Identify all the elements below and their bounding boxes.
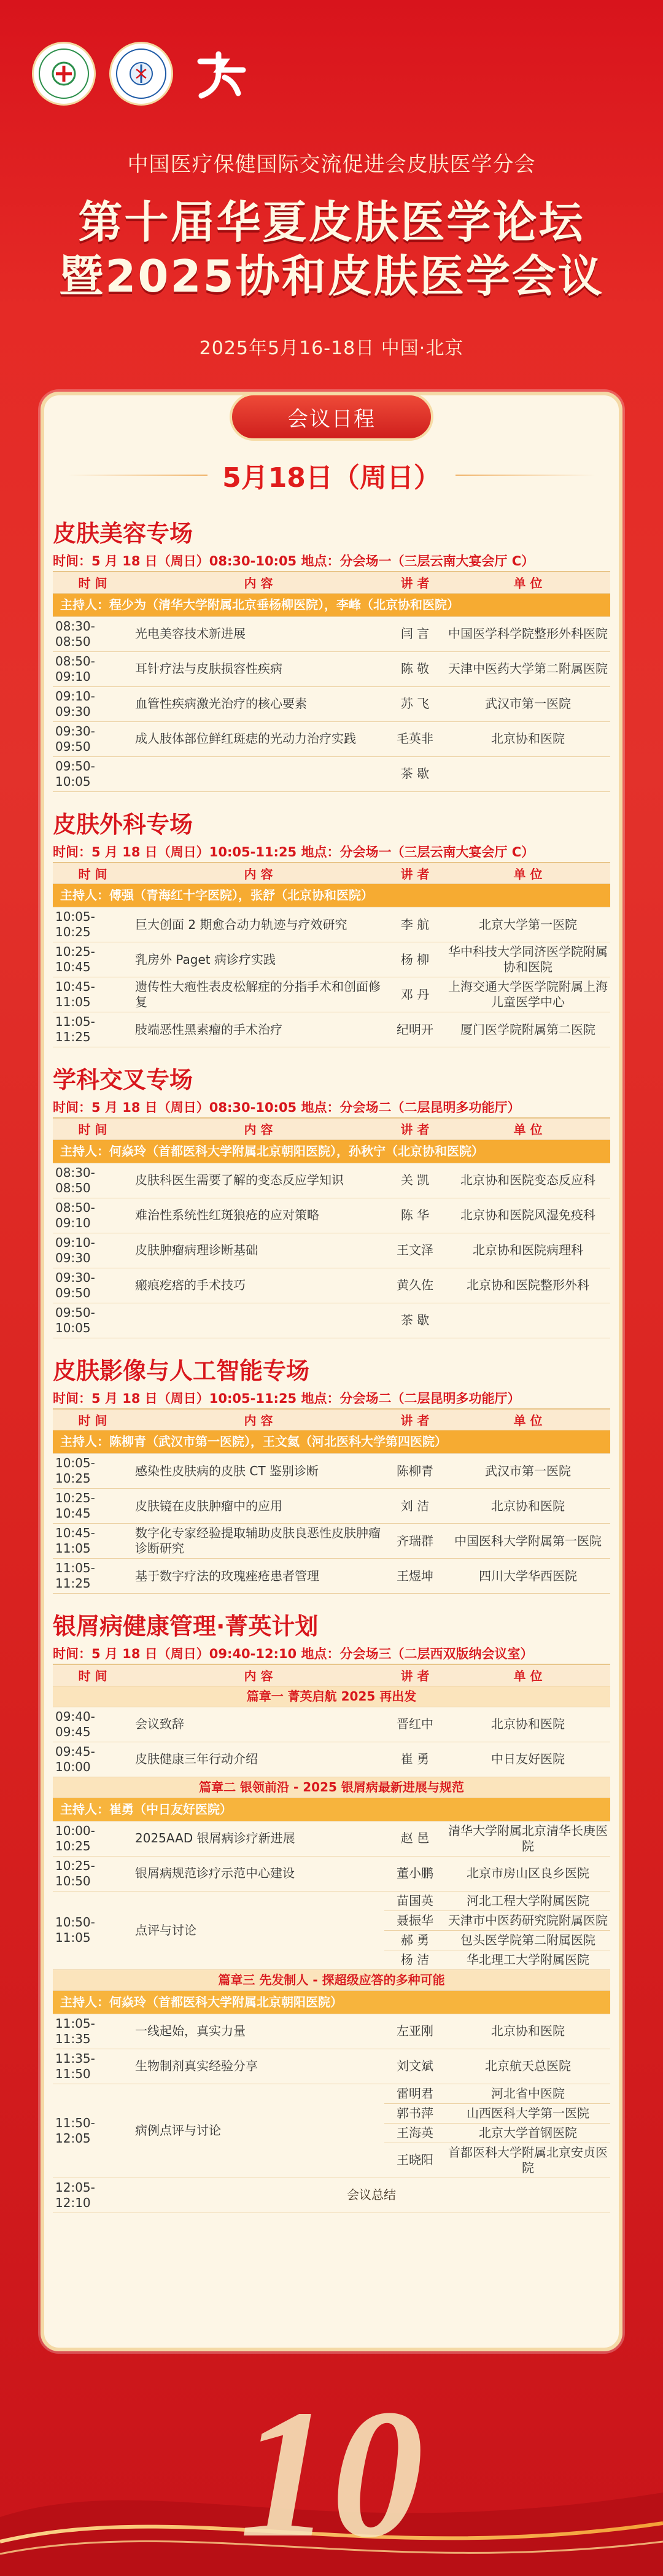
- row-content: 生物制剂真实经验分享: [133, 2049, 384, 2084]
- row-content: 数字化专家经验提取辅助皮肤良恶性皮肤肿瘤诊断研究: [133, 1524, 384, 1559]
- row-speaker: 茶 歇: [384, 1303, 446, 1338]
- table-row: [53, 1559, 610, 1594]
- part-row: [53, 1969, 610, 1990]
- pumch-logo-icon: [187, 42, 250, 106]
- row-content: 难治性系统性红斑狼疮的应对策略: [133, 1198, 384, 1233]
- row-content: 血管性疾病激光治疗的核心要素: [133, 686, 384, 721]
- row-unit: 中国医科大学附属第一医院: [446, 1524, 610, 1559]
- row-unit: 清华大学附属北京清华长庚医院: [446, 1821, 610, 1856]
- host-row-text: 主持人：何焱玲（首都医科大学附属北京朝阳医院）: [53, 1990, 610, 2014]
- row-content: 银屑病规范诊疗示范中心建设: [133, 1856, 384, 1891]
- row-content: 基于数字疗法的玫瑰痤疮患者管理: [133, 1559, 384, 1594]
- session-meta: 时间：5 月 18 日（周日）09:40-12:10 地点：分会场三（二层西双版纳会议室）: [53, 1643, 610, 1665]
- host-row: [53, 1430, 610, 1454]
- row-unit: 天津中医药大学第二附属医院: [446, 651, 610, 686]
- table-row: [53, 1303, 610, 1338]
- session-meta: 时间：5 月 18 日（周日）08:30-10:05 地点：分会场二（二层昆明多功能厅）: [53, 1096, 610, 1119]
- row-time: 09:50-10:05: [53, 1303, 133, 1338]
- row-content: 感染性皮肤病的皮肤 CT 鉴别诊断: [133, 1454, 384, 1489]
- page-title-line1: 第十届华夏皮肤医学论坛: [78, 196, 585, 248]
- col-time-header: 时 间: [53, 1410, 133, 1430]
- col-content-header: 内 容: [133, 1119, 384, 1139]
- row-unit: 北京协和医院整形外科: [446, 1268, 610, 1303]
- session-block: [53, 517, 610, 792]
- host-row-text: 主持人：何焱玲（首都医科大学附属北京朝阳医院），孙秋宁（北京协和医院）: [53, 1139, 610, 1163]
- host-row-text: 主持人：崔勇（中日友好医院）: [53, 1798, 610, 1821]
- table-row: [53, 1163, 610, 1198]
- host-row: [53, 593, 610, 616]
- table-row: [53, 1233, 610, 1268]
- table-row: [53, 1454, 610, 1489]
- host-row: [53, 1139, 610, 1163]
- row-content: 会议总结: [133, 2178, 610, 2213]
- row-speaker: 毛英非: [384, 721, 446, 756]
- footer-decoration: [0, 2357, 663, 2576]
- row-time: 11:05-11:25: [53, 1012, 133, 1047]
- row-speaker: 杨 洁: [384, 1950, 446, 1969]
- row-speaker: 陈柳青: [384, 1454, 446, 1489]
- row-content: 皮肤科医生需要了解的变态反应学知识: [133, 1163, 384, 1198]
- row-speaker: 茶 歇: [384, 756, 446, 791]
- col-speaker-header: 讲 者: [384, 1410, 446, 1430]
- row-unit: 北京协和医院: [446, 2014, 610, 2049]
- day-heading: [53, 458, 610, 492]
- row-content: 会议致辞: [133, 1707, 384, 1742]
- row-time: 10:25-10:45: [53, 1489, 133, 1524]
- table-row: [53, 2014, 610, 2049]
- part-row-text: 篇章一 菁英启航 2025 再出发: [53, 1686, 610, 1707]
- row-unit: 北京大学第一医院: [446, 907, 610, 942]
- row-speaker: 苗国英: [384, 1891, 446, 1911]
- row-unit: 武汉市第一医院: [446, 1454, 610, 1489]
- row-speaker: 齐瑞群: [384, 1524, 446, 1559]
- row-time: 12:05-12:10: [53, 2178, 133, 2213]
- row-speaker: 赵 邑: [384, 1821, 446, 1856]
- table-row: [53, 1268, 610, 1303]
- row-content: 一线起始，真实力量: [133, 2014, 384, 2049]
- table-row: [53, 2084, 610, 2103]
- row-speaker: 王晓阳: [384, 2143, 446, 2178]
- row-time: 09:45-10:00: [53, 1742, 133, 1777]
- schedule-content: [53, 442, 610, 2213]
- table-row: [53, 756, 610, 791]
- row-unit: 华北理工大学附属医院: [446, 1950, 610, 1969]
- col-unit-header: 单 位: [446, 572, 610, 593]
- row-speaker: 崔 勇: [384, 1742, 446, 1777]
- row-content: 肢端恶性黑素瘤的手术治疗: [133, 1012, 384, 1047]
- table-row: [53, 651, 610, 686]
- col-time-header: 时 间: [53, 863, 133, 884]
- session-title: 银屑病健康管理·菁英计划: [53, 1613, 319, 1640]
- row-unit: 北京协和医院风湿免疫科: [446, 1198, 610, 1233]
- row-time: 10:05-10:25: [53, 1454, 133, 1489]
- divider: [456, 475, 595, 476]
- dermatology-society-logo-icon: [109, 42, 173, 106]
- row-speaker: 刘 洁: [384, 1489, 446, 1524]
- row-time: 09:50-10:05: [53, 756, 133, 791]
- col-time-header: 时 间: [53, 1665, 133, 1686]
- table-row: [53, 616, 610, 651]
- row-unit: 四川大学华西医院: [446, 1559, 610, 1594]
- row-time: 09:10-09:30: [53, 1233, 133, 1268]
- col-time-header: 时 间: [53, 572, 133, 593]
- logo-group: [32, 42, 250, 106]
- table-row: [53, 942, 610, 977]
- row-time: 08:30-08:50: [53, 616, 133, 651]
- session-table: [53, 572, 610, 792]
- anniversary-mark: 10: [239, 2372, 424, 2575]
- row-unit: 中日友好医院: [446, 1742, 610, 1777]
- session-table: [53, 1119, 610, 1338]
- row-unit: 北京协和医院: [446, 1489, 610, 1524]
- row-speaker: 苏 飞: [384, 686, 446, 721]
- table-row: [53, 1524, 610, 1559]
- row-time: 10:25-10:45: [53, 942, 133, 977]
- row-content: 遗传性大疱性表皮松解症的分指手术和创面修复: [133, 977, 384, 1012]
- col-content-header: 内 容: [133, 572, 384, 593]
- session-block: [53, 808, 610, 1048]
- header: [0, 0, 663, 368]
- row-time: 11:05-11:25: [53, 1559, 133, 1594]
- table-row: [53, 1856, 610, 1891]
- col-content-header: 内 容: [133, 1665, 384, 1686]
- col-speaker-header: 讲 者: [384, 1119, 446, 1139]
- row-time: 09:30-09:50: [53, 1268, 133, 1303]
- row-time: 11:50-12:05: [53, 2084, 133, 2178]
- session-title: 皮肤外科专场: [53, 810, 193, 838]
- row-unit: [446, 756, 610, 791]
- row-speaker: 左亚刚: [384, 2014, 446, 2049]
- session-block: [53, 1610, 610, 2213]
- row-speaker: 王文泽: [384, 1233, 446, 1268]
- session-block: [53, 1063, 610, 1338]
- row-speaker: 聂振华: [384, 1911, 446, 1930]
- part-row-text: 篇章三 先发制人 - 探超级应答的多种可能: [53, 1969, 610, 1990]
- row-content: 巨大创面 2 期愈合动力轨迹与疗效研究: [133, 907, 384, 942]
- row-time: 10:25-10:50: [53, 1856, 133, 1891]
- session-block: [53, 1354, 610, 1594]
- host-row: [53, 1798, 610, 1821]
- row-unit: 厦门医学院附属第二医院: [446, 1012, 610, 1047]
- row-speaker: 关 凯: [384, 1163, 446, 1198]
- cpam-logo-icon: [32, 42, 96, 106]
- row-content: 皮肤健康三年行动介绍: [133, 1742, 384, 1777]
- row-content: 点评与讨论: [133, 1891, 384, 1969]
- session-title: 学科交叉专场: [53, 1066, 193, 1093]
- row-speaker: 邓 丹: [384, 977, 446, 1012]
- row-content: 2025AAD 银屑病诊疗新进展: [133, 1821, 384, 1856]
- row-time: 11:35-11:50: [53, 2049, 133, 2084]
- col-unit-header: 单 位: [446, 1119, 610, 1139]
- row-unit: 首都医科大学附属北京安贞医院: [446, 2143, 610, 2178]
- day-title: 5月18日（周日）: [222, 462, 441, 494]
- table-header-row: [53, 863, 610, 884]
- row-unit: 上海交通大学医学院附属上海儿童医学中心: [446, 977, 610, 1012]
- row-unit: 北京协和医院病理科: [446, 1233, 610, 1268]
- row-speaker: 晋红中: [384, 1707, 446, 1742]
- session-title: 皮肤影像与人工智能专场: [53, 1357, 310, 1384]
- row-speaker: 王海英: [384, 2123, 446, 2143]
- row-content: 光电美容技术新进展: [133, 616, 384, 651]
- row-time: 10:45-11:05: [53, 1524, 133, 1559]
- date-place: 2025年5月16-18日 中国·北京: [199, 338, 464, 359]
- table-row: [53, 1489, 610, 1524]
- page-title-line2: 暨2025协和皮肤医学会议: [59, 250, 604, 302]
- session-title: 皮肤美容专场: [53, 520, 193, 547]
- host-row: [53, 1990, 610, 2014]
- table-row: [53, 1707, 610, 1742]
- table-row: [53, 1012, 610, 1047]
- table-header-row: [53, 1410, 610, 1430]
- session-table: [53, 1410, 610, 1594]
- schedule-tab: 会议日程: [230, 393, 433, 441]
- row-speaker: 雷明君: [384, 2084, 446, 2103]
- session-meta: 时间：5 月 18 日（周日）08:30-10:05 地点：分会场一（三层云南大宴会厅 C）: [53, 550, 610, 572]
- row-unit: 山西医科大学第一医院: [446, 2103, 610, 2123]
- row-speaker: 郝 勇: [384, 1930, 446, 1950]
- row-unit: 天津市中医药研究院附属医院: [446, 1911, 610, 1930]
- row-unit: 中国医学科学院整形外科医院: [446, 616, 610, 651]
- row-speaker: 董小鹏: [384, 1856, 446, 1891]
- row-unit: 华中科技大学同济医学院附属协和医院: [446, 942, 610, 977]
- table-header-row: [53, 1119, 610, 1139]
- row-unit: 河北工程大学附属医院: [446, 1891, 610, 1911]
- row-content: [133, 756, 384, 791]
- row-time: 09:30-09:50: [53, 721, 133, 756]
- part-row-text: 篇章二 银领前沿 - 2025 银屑病最新进展与规范: [53, 1777, 610, 1798]
- part-row: [53, 1686, 610, 1707]
- row-speaker: 刘文斌: [384, 2049, 446, 2084]
- row-speaker: 闫 言: [384, 616, 446, 651]
- col-content-header: 内 容: [133, 1410, 384, 1430]
- col-speaker-header: 讲 者: [384, 572, 446, 593]
- col-time-header: 时 间: [53, 1119, 133, 1139]
- row-content: 皮肤镜在皮肤肿瘤中的应用: [133, 1489, 384, 1524]
- host-row-text: 主持人：程少为（清华大学附属北京垂杨柳医院），李峰（北京协和医院）: [53, 593, 610, 616]
- col-unit-header: 单 位: [446, 863, 610, 884]
- row-content: 瘢痕疙瘩的手术技巧: [133, 1268, 384, 1303]
- row-unit: 包头医学院第二附属医院: [446, 1930, 610, 1950]
- row-unit: 河北省中医院: [446, 2084, 610, 2103]
- table-row: [53, 1821, 610, 1856]
- row-unit: 北京航天总医院: [446, 2049, 610, 2084]
- session-table: [53, 863, 610, 1048]
- row-content: 病例点评与讨论: [133, 2084, 384, 2178]
- row-unit: 武汉市第一医院: [446, 686, 610, 721]
- row-speaker: 陈 华: [384, 1198, 446, 1233]
- row-content: 乳房外 Paget 病诊疗实践: [133, 942, 384, 977]
- session-meta: 时间：5 月 18 日（周日）10:05-11:25 地点：分会场一（三层云南大宴会厅 C）: [53, 841, 610, 863]
- row-unit: 北京协和医院: [446, 721, 610, 756]
- col-speaker-header: 讲 者: [384, 863, 446, 884]
- table-header-row: [53, 572, 610, 593]
- host-row-text: 主持人：傅强（青海红十字医院），张舒（北京协和医院）: [53, 884, 610, 907]
- row-time: 08:50-09:10: [53, 651, 133, 686]
- row-time: 08:50-09:10: [53, 1198, 133, 1233]
- row-time: 10:00-10:25: [53, 1821, 133, 1856]
- row-time: 10:05-10:25: [53, 907, 133, 942]
- col-unit-header: 单 位: [446, 1665, 610, 1686]
- table-row: [53, 721, 610, 756]
- divider: [68, 475, 207, 476]
- table-row: [53, 1742, 610, 1777]
- session-meta: 时间：5 月 18 日（周日）10:05-11:25 地点：分会场二（二层昆明多功能厅）: [53, 1387, 610, 1410]
- row-content: [133, 1303, 384, 1338]
- host-row: [53, 884, 610, 907]
- table-row: [53, 977, 610, 1012]
- table-row: [53, 2049, 610, 2084]
- table-row: [53, 907, 610, 942]
- row-time: 08:30-08:50: [53, 1163, 133, 1198]
- row-time: 09:10-09:30: [53, 686, 133, 721]
- row-content: 成人肢体部位鲜红斑痣的光动力治疗实践: [133, 721, 384, 756]
- row-time: 09:40-09:45: [53, 1707, 133, 1742]
- row-content: 耳针疗法与皮肤损容性疾病: [133, 651, 384, 686]
- row-time: 10:50-11:05: [53, 1891, 133, 1969]
- col-unit-header: 单 位: [446, 1410, 610, 1430]
- row-unit: 北京大学首钢医院: [446, 2123, 610, 2143]
- row-speaker: 王煜坤: [384, 1559, 446, 1594]
- table-row: [53, 1891, 610, 1911]
- table-row: [53, 2178, 610, 2213]
- col-content-header: 内 容: [133, 863, 384, 884]
- row-time: 11:05-11:35: [53, 2014, 133, 2049]
- col-speaker-header: 讲 者: [384, 1665, 446, 1686]
- table-row: [53, 686, 610, 721]
- host-row-text: 主持人：陈柳青（武汉市第一医院），王文氦（河北医科大学第四医院）: [53, 1430, 610, 1454]
- row-unit: 北京市房山区良乡医院: [446, 1856, 610, 1891]
- row-speaker: 郭书萍: [384, 2103, 446, 2123]
- row-speaker: 陈 敬: [384, 651, 446, 686]
- row-speaker: 杨 柳: [384, 942, 446, 977]
- row-content: 皮肤肿瘤病理诊断基础: [133, 1233, 384, 1268]
- row-unit: 北京协和医院变态反应科: [446, 1163, 610, 1198]
- organizer-name: 中国医疗保健国际交流促进会皮肤医学分会: [127, 152, 536, 177]
- session-table: [53, 1665, 610, 2213]
- part-row: [53, 1777, 610, 1798]
- row-unit: [446, 1303, 610, 1338]
- table-row: [53, 1198, 610, 1233]
- row-speaker: 黄久佐: [384, 1268, 446, 1303]
- row-speaker: 纪明开: [384, 1012, 446, 1047]
- row-speaker: 李 航: [384, 907, 446, 942]
- row-time: 10:45-11:05: [53, 977, 133, 1012]
- row-unit: 北京协和医院: [446, 1707, 610, 1742]
- table-header-row: [53, 1665, 610, 1686]
